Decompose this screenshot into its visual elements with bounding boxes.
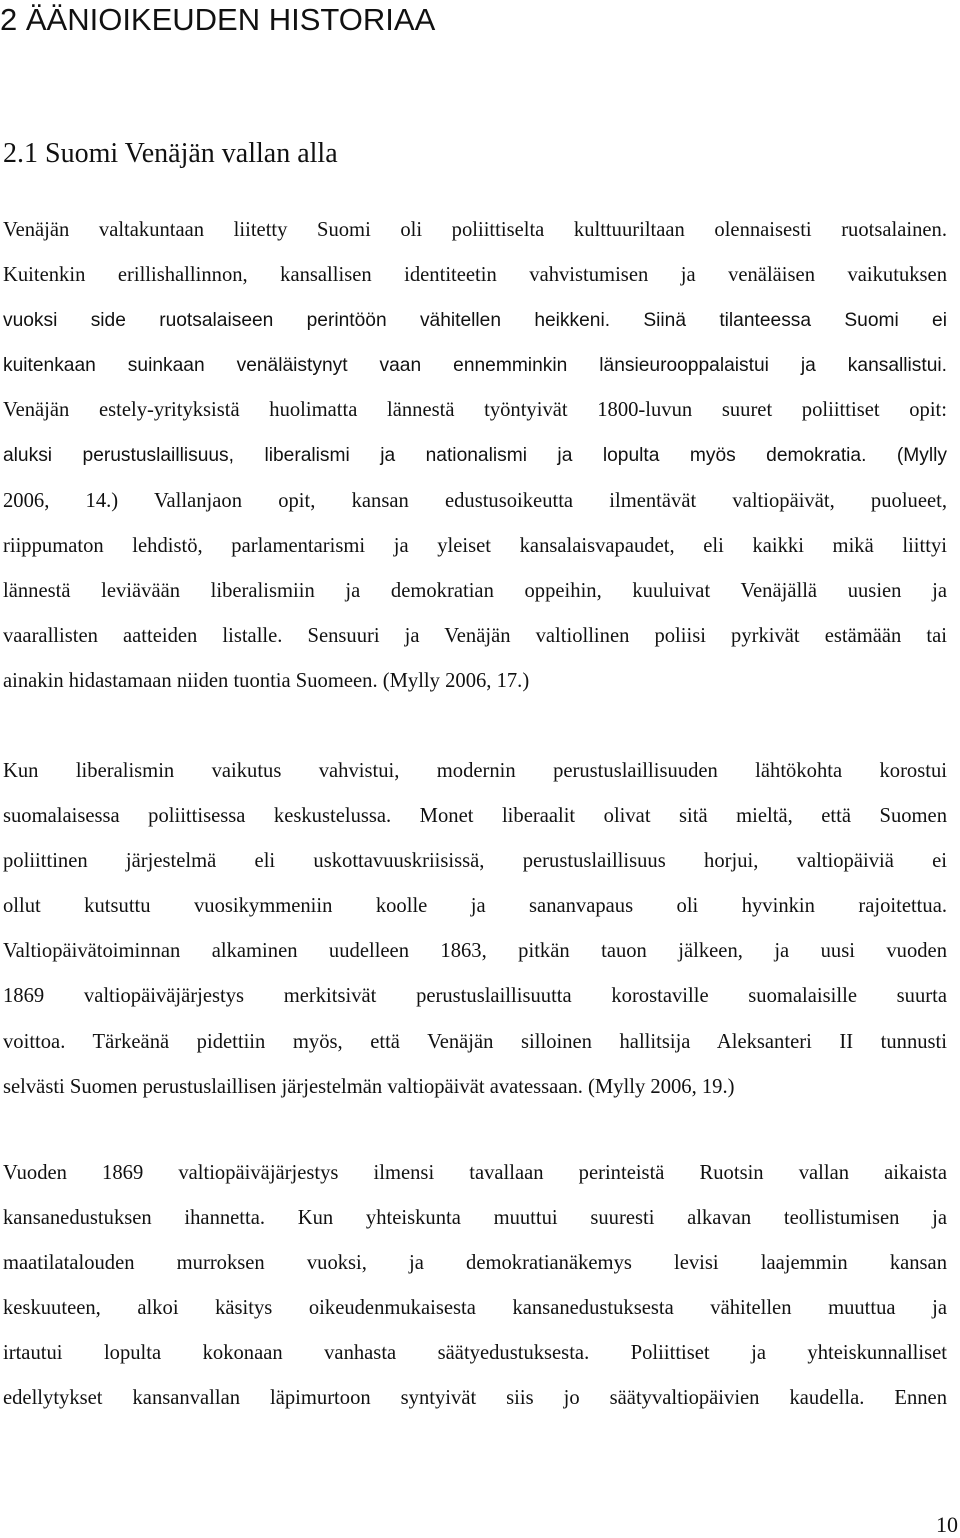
- paragraph-line: selvästi Suomen perustuslaillisen järjestelmän valtiopäivät avatessaan. (Mylly 2006, 19.): [3, 1075, 735, 1098]
- paragraph-line: Kun liberalismin vaikutus vahvistui, modernin perustuslaillisuuden lähtökohta korostui: [3, 760, 947, 782]
- paragraph-line: 1869 valtiopäiväjärjestys merkitsivät perustuslaillisuutta korostaville suomalaisille suurta: [3, 985, 947, 1008]
- paragraph-line: vaarallisten aatteiden listalle. Sensuuri ja Venäjän valtiollinen poliisi pyrkivät estämään tai: [3, 624, 947, 647]
- paragraph-line: Vuoden 1869 valtiopäiväjärjestys ilmensi tavallaan perinteistä Ruotsin vallan aikaista: [3, 1162, 947, 1184]
- section-title: 2.1 Suomi Venäjän vallan alla: [3, 138, 338, 169]
- paragraph-line: edellytykset kansanvallan läpimurtoon syntyivät siis jo säätyvaltiopäivien kaudella. Ennen: [3, 1387, 947, 1410]
- paragraph-1: [3, 208, 947, 704]
- paragraph-line: kansanedustuksen ihannetta. Kun yhteiskunta muuttui suuresti alkavan teollistumisen ja: [3, 1207, 947, 1230]
- paragraph-line: ollut kutsuttu vuosikymmeniin koolle ja sananvapaus oli hyvinkin rajoitettua.: [3, 895, 947, 918]
- paragraph-line: poliittinen järjestelmä eli uskottavuuskriisissä, perustuslaillisuus horjui, valtiopäiviä ei: [3, 850, 947, 873]
- paragraph-line: 2006, 14.) Vallanjaon opit, kansan edustusoikeutta ilmentävät valtiopäivät, puolueet,: [3, 489, 947, 512]
- paragraph-line: aluksi perustuslaillisuus, liberalismi ja nationalismi ja lopulta myös demokratia. (Mylly: [3, 445, 947, 467]
- paragraph-line: voittoa. Tärkeänä pidettiin myös, että Venäjän silloinen hallitsija Aleksanteri II tunnusti: [3, 1030, 947, 1053]
- paragraph-line: maatilatalouden murroksen vuoksi, ja demokratianäkemys levisi laajemmin kansan: [3, 1252, 947, 1275]
- page-number: 10: [936, 1512, 958, 1537]
- paragraph-line: Kuitenkin erillishallinnon, kansallisen identiteetin vahvistumisen ja venäläisen vaikutuksen: [3, 264, 947, 287]
- paragraph-3: [3, 1151, 947, 1422]
- paragraph-line: suomalaisessa poliittisessa keskustelussa. Monet liberaalit olivat sitä mieltä, että Suomen: [3, 805, 947, 828]
- paragraph-line: vuoksi side ruotsalaiseen perintöön vähitellen heikkeni. Siinä tilanteessa Suomi ei: [3, 310, 947, 332]
- paragraph-line: Valtiopäivätoiminnan alkaminen uudelleen 1863, pitkän tauon jälkeen, ja uusi vuoden: [3, 940, 947, 963]
- paragraph-line: irtautui lopulta kokonaan vanhasta säätyedustuksesta. Poliittiset ja yhteiskunnalliset: [3, 1342, 947, 1365]
- paragraph-line: Venäjän valtakuntaan liitetty Suomi oli poliittiselta kulttuuriltaan olennaisesti ruotsalainen.: [3, 219, 947, 241]
- paragraph-line: riippumaton lehdistö, parlamentarismi ja yleiset kansalaisvapaudet, eli kaikki mikä liittyi: [3, 534, 947, 557]
- paragraph-line: lännestä leviävään liberalismiin ja demokratian oppeihin, kuuluivat Venäjällä uusien ja: [3, 579, 947, 602]
- chapter-title: 2 ÄÄNIOIKEUDEN HISTORIAA: [0, 2, 436, 37]
- paragraph-line: keskuuteen, alkoi käsitys oikeudenmukaisesta kansanedustuksesta vähitellen muuttua ja: [3, 1297, 947, 1320]
- paragraph-line: kuitenkaan suinkaan venäläistynyt vaan ennemminkin länsieurooppalaistui ja kansallistui.: [3, 355, 947, 377]
- paragraph-2: [3, 749, 947, 1110]
- paragraph-line: ainakin hidastamaan niiden tuontia Suomeen. (Mylly 2006, 17.): [3, 669, 530, 692]
- paragraph-line: Venäjän estely-yrityksistä huolimatta lännestä työntyivät 1800-luvun suuret poliittiset opit:: [3, 399, 947, 422]
